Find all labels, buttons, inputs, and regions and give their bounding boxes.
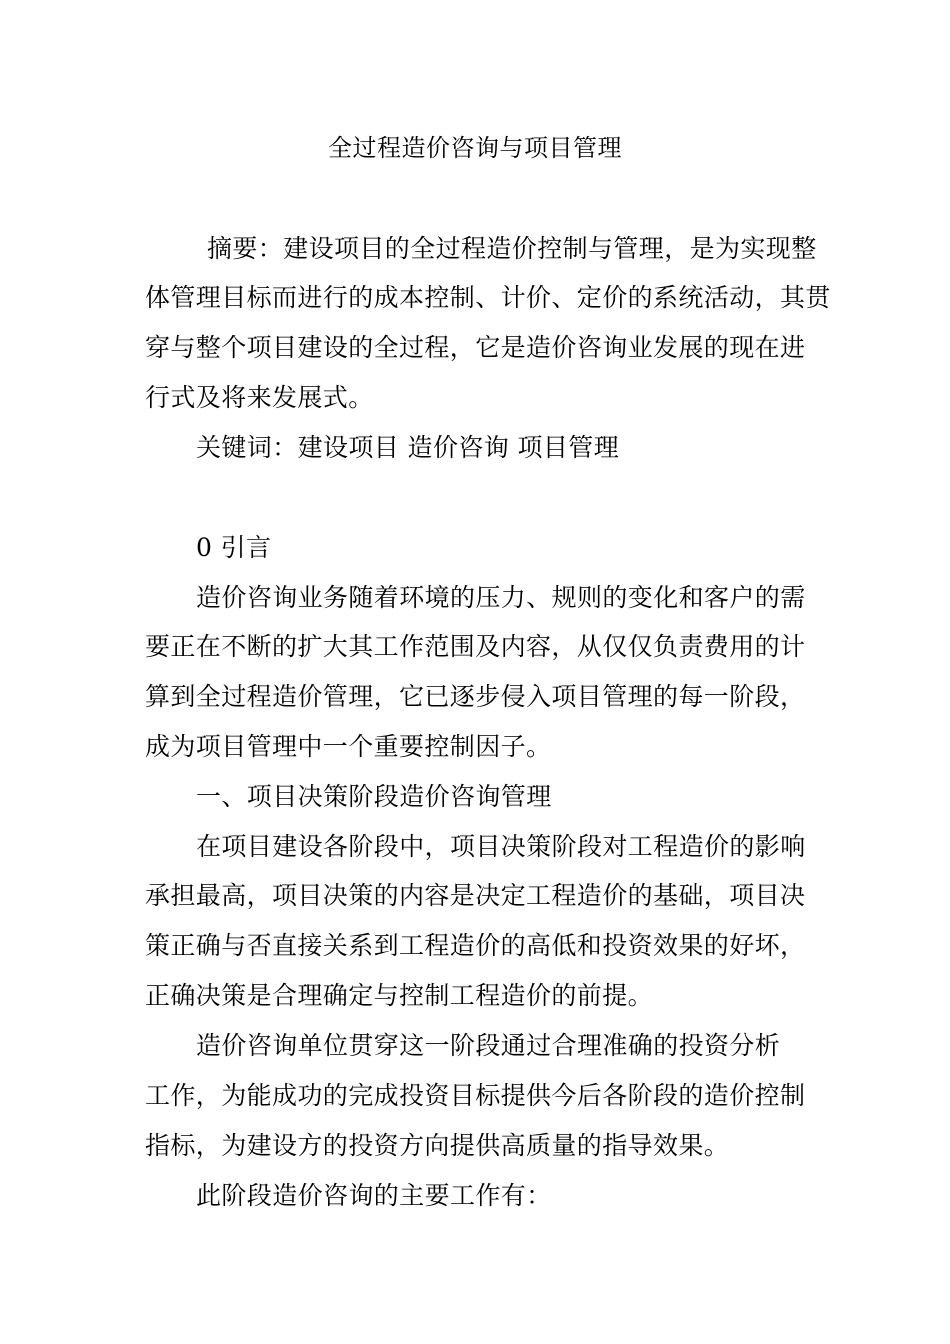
document-title: 全过程造价咨询与项目管理 [328,134,622,162]
abstract-line-4: 行式及将来发展式。 [145,383,374,412]
abstract-line-1: 摘要：建设项目的全过程造价控制与管理，是为实现整 [207,234,817,263]
consulting-paragraph-line-2: 工作，为能成功的完成投资目标提供今后各阶段的造价控制 [145,1081,806,1110]
abstract-line-3: 穿与整个项目建设的全过程，它是造价咨询业发展的现在进 [145,333,806,362]
intro-paragraph-line-1: 造价咨询业务随着环境的压力、规则的变化和客户的需 [196,583,806,612]
keywords-line: 关键词：建设项目 造价咨询 项目管理 [196,433,620,462]
intro-paragraph-line-2: 要正在不断的扩大其工作范围及内容，从仅仅负责费用的计 [145,632,806,661]
decision-paragraph-line-1: 在项目建设各阶段中，项目决策阶段对工程造价的影响 [196,832,806,861]
consulting-paragraph-line-3: 指标，为建设方的投资方向提供高质量的指导效果。 [145,1131,730,1160]
consulting-paragraph-line-1: 造价咨询单位贯穿这一阶段通过合理准确的投资分析 [196,1031,781,1060]
intro-paragraph-line-3: 算到全过程造价管理，它已逐步侵入项目管理的每一阶段， [145,682,806,711]
section-intro-heading: 0 引言 [196,533,272,562]
abstract-line-2: 体管理目标而进行的成本控制、计价、定价的系统活动，其贯 [145,283,831,312]
decision-paragraph-line-3: 策正确与否直接关系到工程造价的高低和投资效果的好坏， [145,931,806,960]
main-work-intro: 此阶段造价咨询的主要工作有： [196,1181,552,1210]
decision-paragraph-line-2: 承担最高，项目决策的内容是决定工程造价的基础，项目决 [145,881,806,910]
intro-paragraph-line-4: 成为项目管理中一个重要控制因子。 [145,732,552,761]
section-one-heading: 一、项目决策阶段造价咨询管理 [196,782,552,811]
decision-paragraph-line-4: 正确决策是合理确定与控制工程造价的前提。 [145,981,654,1010]
